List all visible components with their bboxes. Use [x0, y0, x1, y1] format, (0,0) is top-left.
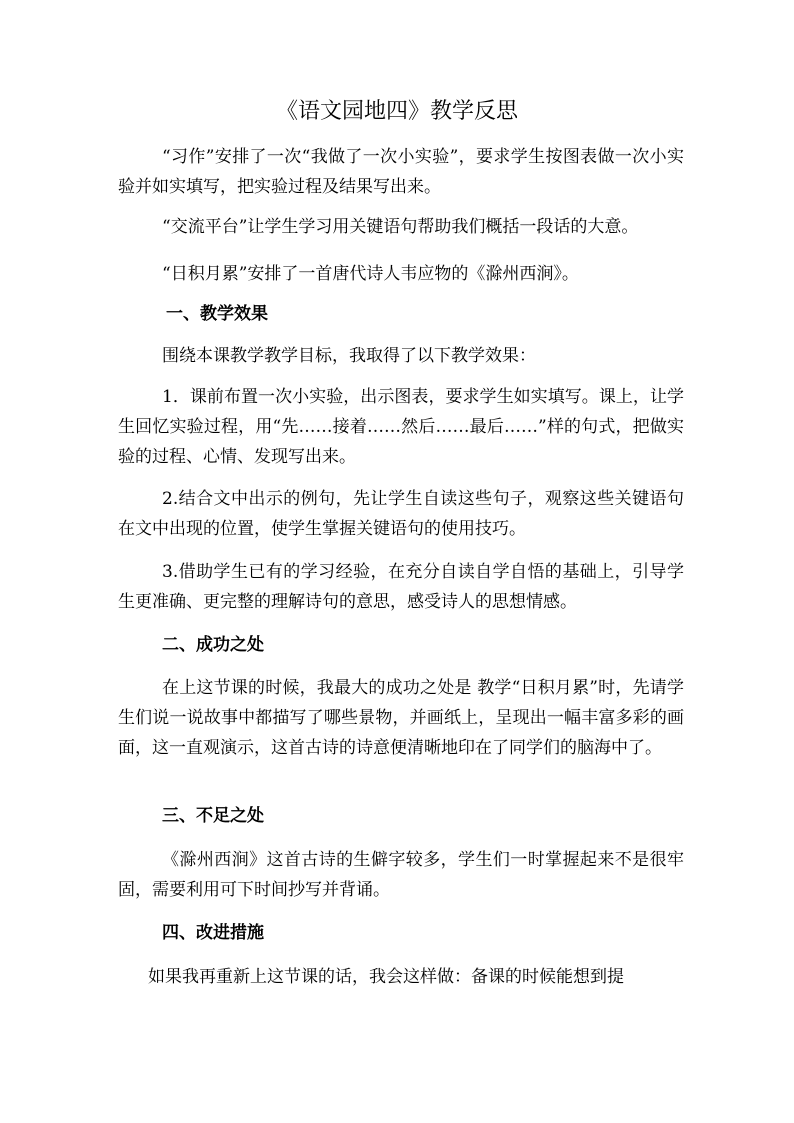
page-title: 《语文园地四》教学反思 — [275, 99, 518, 124]
section-heading-shortcomings: 三、不足之处 — [162, 806, 264, 826]
intro-paragraph-1: “习作”安排了一次“我做了一次小实验”，要求学生按图表做一次小实验并如实填写，把实验过程及结果写出来。 — [118, 147, 684, 197]
section1-item-1: 1．课前布置一次小实验，出示图表，要求学生如实填写。课上，让学生回忆实验过程，用“先……接着……然后……最后……”样的句式，把做实验的过程、心情、发现写出来。 — [118, 387, 684, 467]
section4-body: 如果我再重新上这节课的话，我会这样做：备课的时候能想到提 — [148, 967, 624, 987]
section-heading-effects: 一、教学效果 — [166, 304, 268, 324]
section-heading-success: 二、成功之处 — [162, 635, 264, 655]
intro-paragraph-3: “日积月累”安排了一首唐代诗人韦应物的《滁州西涧》。 — [162, 264, 579, 284]
section2-body: 在上这节课的时候，我最大的成功之处是 教学“日积月累”时，先请学生们说一说故事中都描写了哪些景物，并画纸上，呈现出一幅丰富多彩的画面，这一直观演示，这首古诗的诗意便清晰地印在了同学们的脑海中了。 — [118, 678, 684, 758]
intro-paragraph-2: “交流平台”让学生学习用关键语句帮助我们概括一段话的大意。 — [162, 217, 639, 237]
section1-item-3: 3.借助学生已有的学习经验，在充分自读自学自悟的基础上，引导学生更准确、更完整的理解诗句的意思，感受诗人的思想情感。 — [118, 562, 684, 612]
section-heading-improvements: 四、改进措施 — [162, 923, 264, 943]
section1-item-2: 2.结合文中出示的例句，先让学生自读这些句子，观察这些关键语句在文中出现的位置，使学生掌握关键语句的使用技巧。 — [118, 489, 684, 539]
section1-lead: 围绕本课教学教学目标，我取得了以下教学效果： — [162, 346, 536, 366]
section3-body: 《滁州西涧》这首古诗的生僻字较多，学生们一时掌握起来不是很牢固，需要利用可下时间抄写并背诵。 — [118, 850, 684, 900]
